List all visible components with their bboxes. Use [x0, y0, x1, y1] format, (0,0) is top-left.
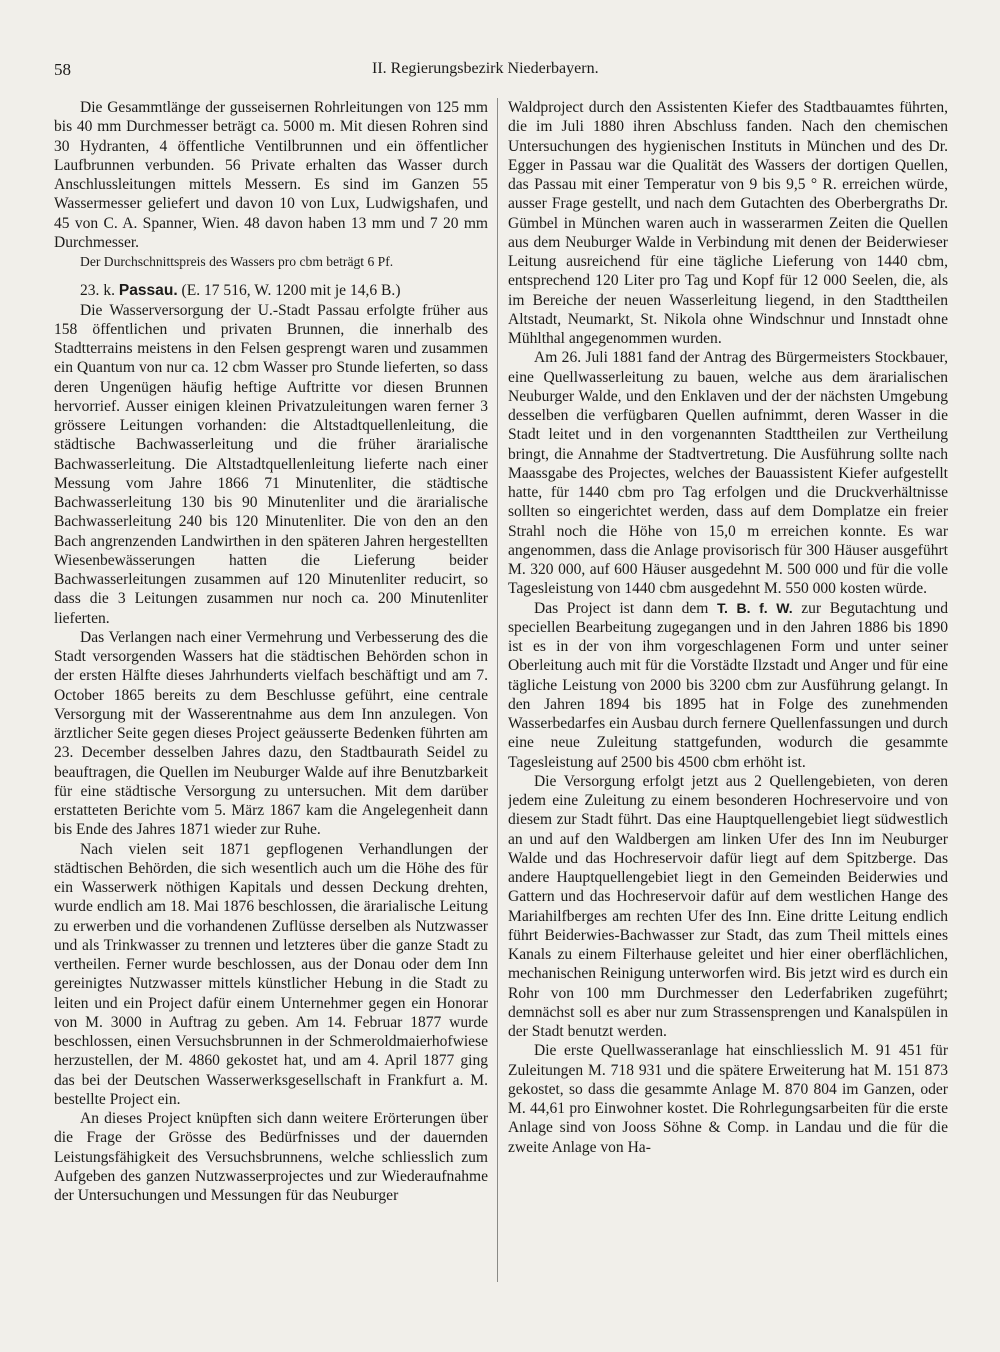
page-header — [0, 60, 1000, 86]
paragraph-negotiations: Nach vielen seit 1871 gepflogenen Verhandlungen der städtischen Behörden, die sich wesentlich auch um die Höhe des für ein Wasserwerk nöthigen Kapitals und dessen Deckung drehten, wurde endlich am 18. Mai 1876 beschlossen, die ärarialische Leitung zu erwerben und die vorhandenen Zuflüsse derselben als Nutzwasser und als Trinkwasser zu trennen und letzteres über die ganze Stadt zu vertheilen. Ferner wurde beschlossen, aus der Donau oder dem Inn gereinigtes Nutzwasser mittels künstlicher Hebung in die Stadt zu leiten und ein Project dafür einem Unternehmer gegen ein Honorar von M. 3000 in Auftrag zu geben. Am 14. Februar 1877 wurde beschlossen, einen Versuchsbrunnen in der Schmeroldmaierhofwiese herzustellen, der M. 4860 gekostet hat, und am 4. April 1877 ging das bei der Deutschen Wasserwerksgesellschaft in Frankfurt a. M. bestellte Project ein. — [54, 840, 488, 1108]
section-place: Passau. — [118, 282, 178, 300]
column-divider — [497, 98, 498, 1282]
paragraph-tbfw-review — [508, 599, 948, 772]
paragraph-early-supply: Die Wasserversorgung der U.-Stadt Passau erfolgte früher aus 158 öffentlichen und privaten Brunnen, die innerhalb des Stadtterrains meistens in den Felsen gesprengt waren und zusammen ein Quantum von nur ca. 12 cbm Wasser pro Stunde lieferten, so dass deren Ungenügen häufig heftige Auftritte vor diesen Brunnen hervorrief. Ausser einigen kleinen Privatzuleitungen waren ferner 3 grössere Leitungen vorhanden: die Altstadtquellenleitung, die städtische Bachwasserleitung und die früher ärarialische Bachwasserleitung. Die Altstadtquellenleitung lieferte nach einer Messung vom Jahre 1866 71 Minutenliter, die städtische Bachwasserleitung 130 bis 90 Minutenliter und die ärarialische Bachwasserleitung 240 bis 120 Minutenliter. Die von den an den Bach angrenzenden Landwirthen in den späteren Jahren hergestellten Wiesenbewässerungen hatten die Lieferung beider Bachwasserleitungen zusammen auf 120 Minutenliter reducirt, so dass die 3 Leitungen zusammen nur noch ca. 200 Minutenliter lieferten. — [54, 301, 488, 627]
paragraph-project-discussion: An dieses Project knüpften sich dann weitere Erörterungen über die Frage der Grösse des Bedürfnisses und der dauernden Leistungsfähigkeit des Versuchsbrunnens, welche schliesslich zum Aufgeben des ganzen Nutzwasserprojectes und zur Wiederaufnahme der Untersuchungen und Messungen für das Neuburger — [54, 1110, 488, 1204]
paragraph-tbfw-start: Das Project ist dann dem — [534, 599, 717, 617]
paragraph-water-pipes: Die Gesammtlänge der gusseisernen Rohrleitungen von 125 mm bis 40 mm Durchmesser beträgt ca. 5000 m. Mit diesen Rohren sind 30 Hydranten, 4 öffentliche Ventilbrunnen und ein öffentlicher Laufbrunnen verbunden. 56 Private erhalten das Wasser durch Anschlussleitungen mittels Messern. Es sind im Ganzen 55 Wassermesser geliefert und davon 10 von Lux, Ludwigshafen, und 45 von C. A. Spanner, Wien. 48 davon haben 13 mm und 7 20 mm Durchmesser. — [54, 99, 488, 251]
section-number: 23. k. — [80, 282, 115, 300]
left-column — [54, 98, 488, 1298]
paragraph-tbfw-rest: zur Begutachtung und speciellen Bearbeitung zugegangen und in den Jahren 1886 bis 1890 ist es in der von ihm vorgeschlagenen Form und unter seiner Oberleitung auch mit für die Vorstädte Ilzstadt und Anger und für eine tägliche Leistung von 2000 bis 3200 cbm zur Ausführung gelangt. In den Jahren 1894 bis 1895 hat in Folge des zunehmenden Wasserbedarfes ein Ausbau durch fernere Quellenfassungen und durch eine neue Zuleitung stattgefunden, wodurch die gesammte Tagesleistung auf 2500 bis 4500 cbm erhöht ist. — [508, 599, 948, 771]
paragraph-improvement-demand: Das Verlangen nach einer Vermehrung und Verbesserung des die Stadt versorgenden Wassers hat die städtischen Behörden schon in der ersten Hälfte dieses Jahrhunderts vielfach beschäftigt und am 7. October 1865 bereits zu dem Beschlusse geführt, eine centrale Versorgung mit der Wasserentnahme aus dem Inn anzulegen. Von ärztlicher Seite gegen dieses Project geäusserte Bedenken führten am 23. December desselben Jahres dazu, den Stadtbaurath Seidel zu beauftragen, die Quellen im Neuburger Walde auf ihre Benutzbarkeit für eine städtische Versorgung zu untersuchen. Mit dem darüber erstatteten Berichte vom 5. März 1867 kam die Angelegenheit dann bis Ende des Jahres 1871 wieder zur Ruhe. — [54, 628, 488, 839]
paragraph-costs: Die erste Quellwasseranlage hat einschliesslich M. 91 451 für Zuleitungen M. 718 931 und die spätere Erweiterung hat M. 151 873 gekostet, so dass die gesammte Anlage M. 870 804 im Ganzen, oder M. 44,61 pro Einwohner kostet. Die Rohrlegungsarbeiten für die erste Anlage sind von Jooss Söhne & Comp. in Landau und die für die zweite Anlage von Ha- — [508, 1042, 948, 1156]
paragraph-forest-project: Waldproject durch den Assistenten Kiefer des Stadtbauamtes führten, die im Juli 1880 ihren Abschluss fanden. Nach den chemischen Untersuchungen des hygienischen Instituts in München und des Dr. Egger in Passau war die Qualität des Wassers der dortigen Quellen, das Passau mit einer Temperatur von 9 bis 9,5 ° R. erreichen würde, ausser Frage gestellt, und nach dem Gutachten des Oberbergraths Dr. Gümbel in München waren auch in wasserarmen Zeiten die Quellen aus dem Neuburger Walde in Verbindung mit denen der Beiderwieser Leitung ausreichend für eine tägliche Lieferung von 1440 cbm, entsprechend 120 Liter pro Tag und Kopf für 12 000 Seelen, die, als im Bereiche der neuen Wasserleitung liegend, in den Stadttheilen Altstadt, Neumarkt, St. Nikola ohne Windschnur und Innstadt ohne Mühlthal angegenommen wurden. — [508, 99, 948, 347]
right-column — [508, 98, 948, 1298]
paragraph-mayor-motion: Am 26. Juli 1881 fand der Antrag des Bürgermeisters Stockbauer, eine Quellwasserleitung zu bauen, welche aus dem ärarialischen Neuburger Walde, und den Enklaven und der der nächsten Umgebung desselben die verfügbaren Quellen aufnimmt, deren Wasser in die Stadt leitet und in den vorgenannten Stadttheilen zur Vertheilung bringt, die Annahme der Stadtvertretung. Die Ausführung sollte nach Maassgabe des Projectes, welches der Bauassistent Kiefer aufgestellt hatte, für 1440 cbm pro Tag erfolgen und die Druckverhältnisse sollten so eingerichtet werden, dass auf dem Domplatze ein freier Strahl noch die Höhe von 15,0 m erreichen konnte. Es war angenommen, dass die Anlage provisorisch für 300 Häuser ausgeführt M. 320 000, auf 600 Häuser ausgedehnt M. 500 000 und für die volle Tagesleistung von 1440 cbm ausgedehnt M. 550 000 kosten würde. — [508, 349, 948, 598]
tbfw-abbreviation: T. B. f. W. — [716, 599, 793, 616]
page-number: 58 — [54, 60, 71, 79]
paragraph-spring-areas: Die Versorgung erfolgt jetzt aus 2 Quellengebieten, von deren jedem eine Zuleitung zu einem besonderen Hochreservoire und von diesem zur Stadt führt. Das eine Hauptquellengebiet liegt südwestlich an und auf den Waldbergen am linken Ufer des Inn im Neuburger Walde und das Hochreservoir dafür liegt auf dem Spitzberge. Das andere Hauptquellengebiet liegt in den Gemeinden Beiderwies und Gattern und das Hochreservoir dafür auf dem westlichen Hange des Mariahilfberges am rechten Ufer des Inn. Eine dritte Leitung endlich führt Beiderwies-Bachwasser zur Stadt, das zum Theil mittels eines Kanals zu einem Filterhause geleitet und hier einer oberflächlichen, mechanischen Reinigung unterworfen wird. Bis jetzt wird es durch ein Rohr von 100 mm Durchmesser den Lederfabriken zugeführt; demnächst soll es aber nur zum Strassensprengen und Kanalspülen in der Stadt benutzt werden. — [508, 772, 948, 1040]
section-heading-passau — [54, 281, 488, 300]
paragraph-water-price: Der Durchschnittspreis des Wassers pro cbm beträgt 6 Pf. — [80, 254, 394, 269]
running-head: II. Regierungsbezirk Niederbayern. — [372, 60, 599, 77]
section-stats: (E. 17 516, W. 1200 mit je 14,6 B.) — [181, 282, 401, 300]
